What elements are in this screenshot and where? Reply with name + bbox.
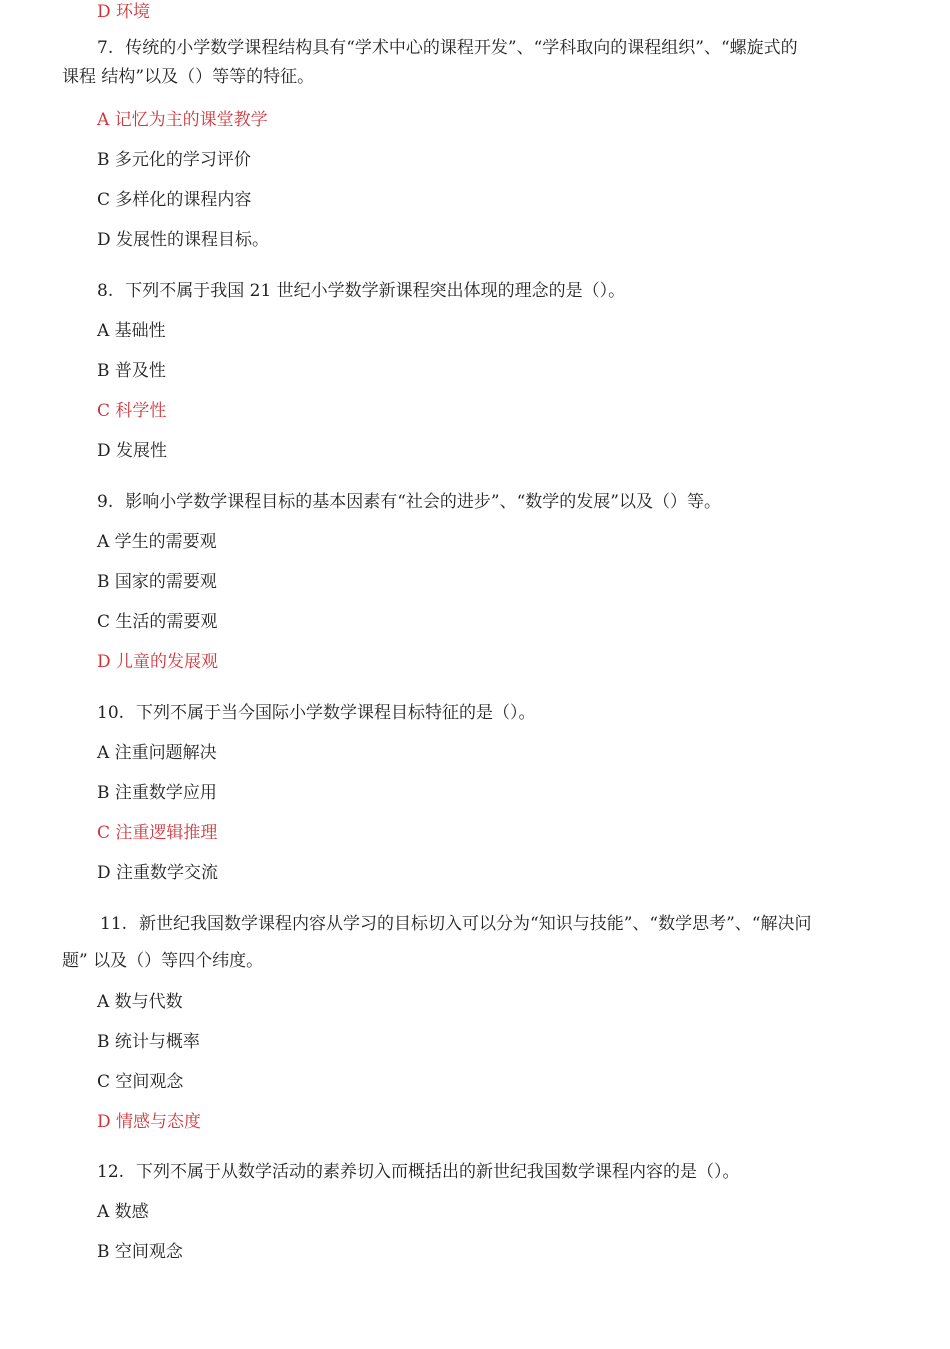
q8-option-a: A 基础性 <box>97 321 166 341</box>
q7-question-line1 <box>97 37 798 59</box>
q8-option-b: B 普及性 <box>97 361 166 381</box>
q11-question-line2: 题” 以及（）等四个纬度。 <box>62 951 264 971</box>
q12-option-b: B 空间观念 <box>97 1242 183 1262</box>
q10-option-c: C 注重逻辑推理 <box>97 823 218 843</box>
q7-option-c: C 多样化的课程内容 <box>97 190 252 210</box>
q7-option-b: B 多元化的学习评价 <box>97 150 251 170</box>
q9-number: 9. <box>97 492 114 512</box>
q9-option-a: A 学生的需要观 <box>97 532 217 552</box>
q9-option-d: D 儿童的发展观 <box>97 652 219 672</box>
q6-option-d: D 环境 <box>97 2 151 22</box>
q11-option-a: A 数与代数 <box>97 992 183 1012</box>
q10-number: 10. <box>97 703 125 723</box>
q12-text: 下列不属于从数学活动的素养切入而概括出的新世纪我国数学课程内容的是（）。 <box>136 1162 740 1182</box>
q8-option-d: D 发展性 <box>97 441 168 461</box>
q8-number: 8. <box>97 281 114 301</box>
q10-option-d: D 注重数学交流 <box>97 863 219 883</box>
q11-number: 11. <box>100 914 128 934</box>
q10-text: 下列不属于当今国际小学数学课程目标特征的是（）。 <box>136 703 536 723</box>
q7-text-line1: 传统的小学数学课程结构具有“学术中心的课程开发”、“学科取向的课程组织”、“螺旋式的 <box>125 38 798 58</box>
q11-text-line1: 新世纪我国数学课程内容从学习的目标切入可以分为“知识与技能”、“数学思考”、“解决问 <box>139 914 812 934</box>
q8-question <box>97 280 625 302</box>
q11-question-line1 <box>100 913 812 935</box>
q12-number: 12. <box>97 1162 125 1182</box>
q8-text: 下列不属于我国 21 世纪小学数学新课程突出体现的理念的是（）。 <box>125 281 626 301</box>
q7-number: 7. <box>97 38 114 58</box>
q12-option-a: A 数感 <box>97 1202 149 1222</box>
q11-option-d: D 情感与态度 <box>97 1112 202 1132</box>
q10-option-a: A 注重问题解决 <box>97 743 217 763</box>
q11-option-c: C 空间观念 <box>97 1072 184 1092</box>
q7-option-d: D 发展性的课程目标。 <box>97 230 270 250</box>
q9-question <box>97 491 721 513</box>
q9-option-b: B 国家的需要观 <box>97 572 217 592</box>
q10-option-b: B 注重数学应用 <box>97 783 217 803</box>
q10-question <box>97 702 536 724</box>
q7-question-line2: 课程 结构”以及（）等等的特征。 <box>62 67 315 87</box>
q7-option-a: A 记忆为主的课堂教学 <box>97 110 268 130</box>
q11-option-b: B 统计与概率 <box>97 1032 200 1052</box>
q9-option-c: C 生活的需要观 <box>97 612 218 632</box>
q8-option-c: C 科学性 <box>97 401 167 421</box>
q9-text: 影响小学数学课程目标的基本因素有“社会的进步”、“数学的发展”以及（）等。 <box>125 492 721 512</box>
q12-question <box>97 1161 740 1183</box>
